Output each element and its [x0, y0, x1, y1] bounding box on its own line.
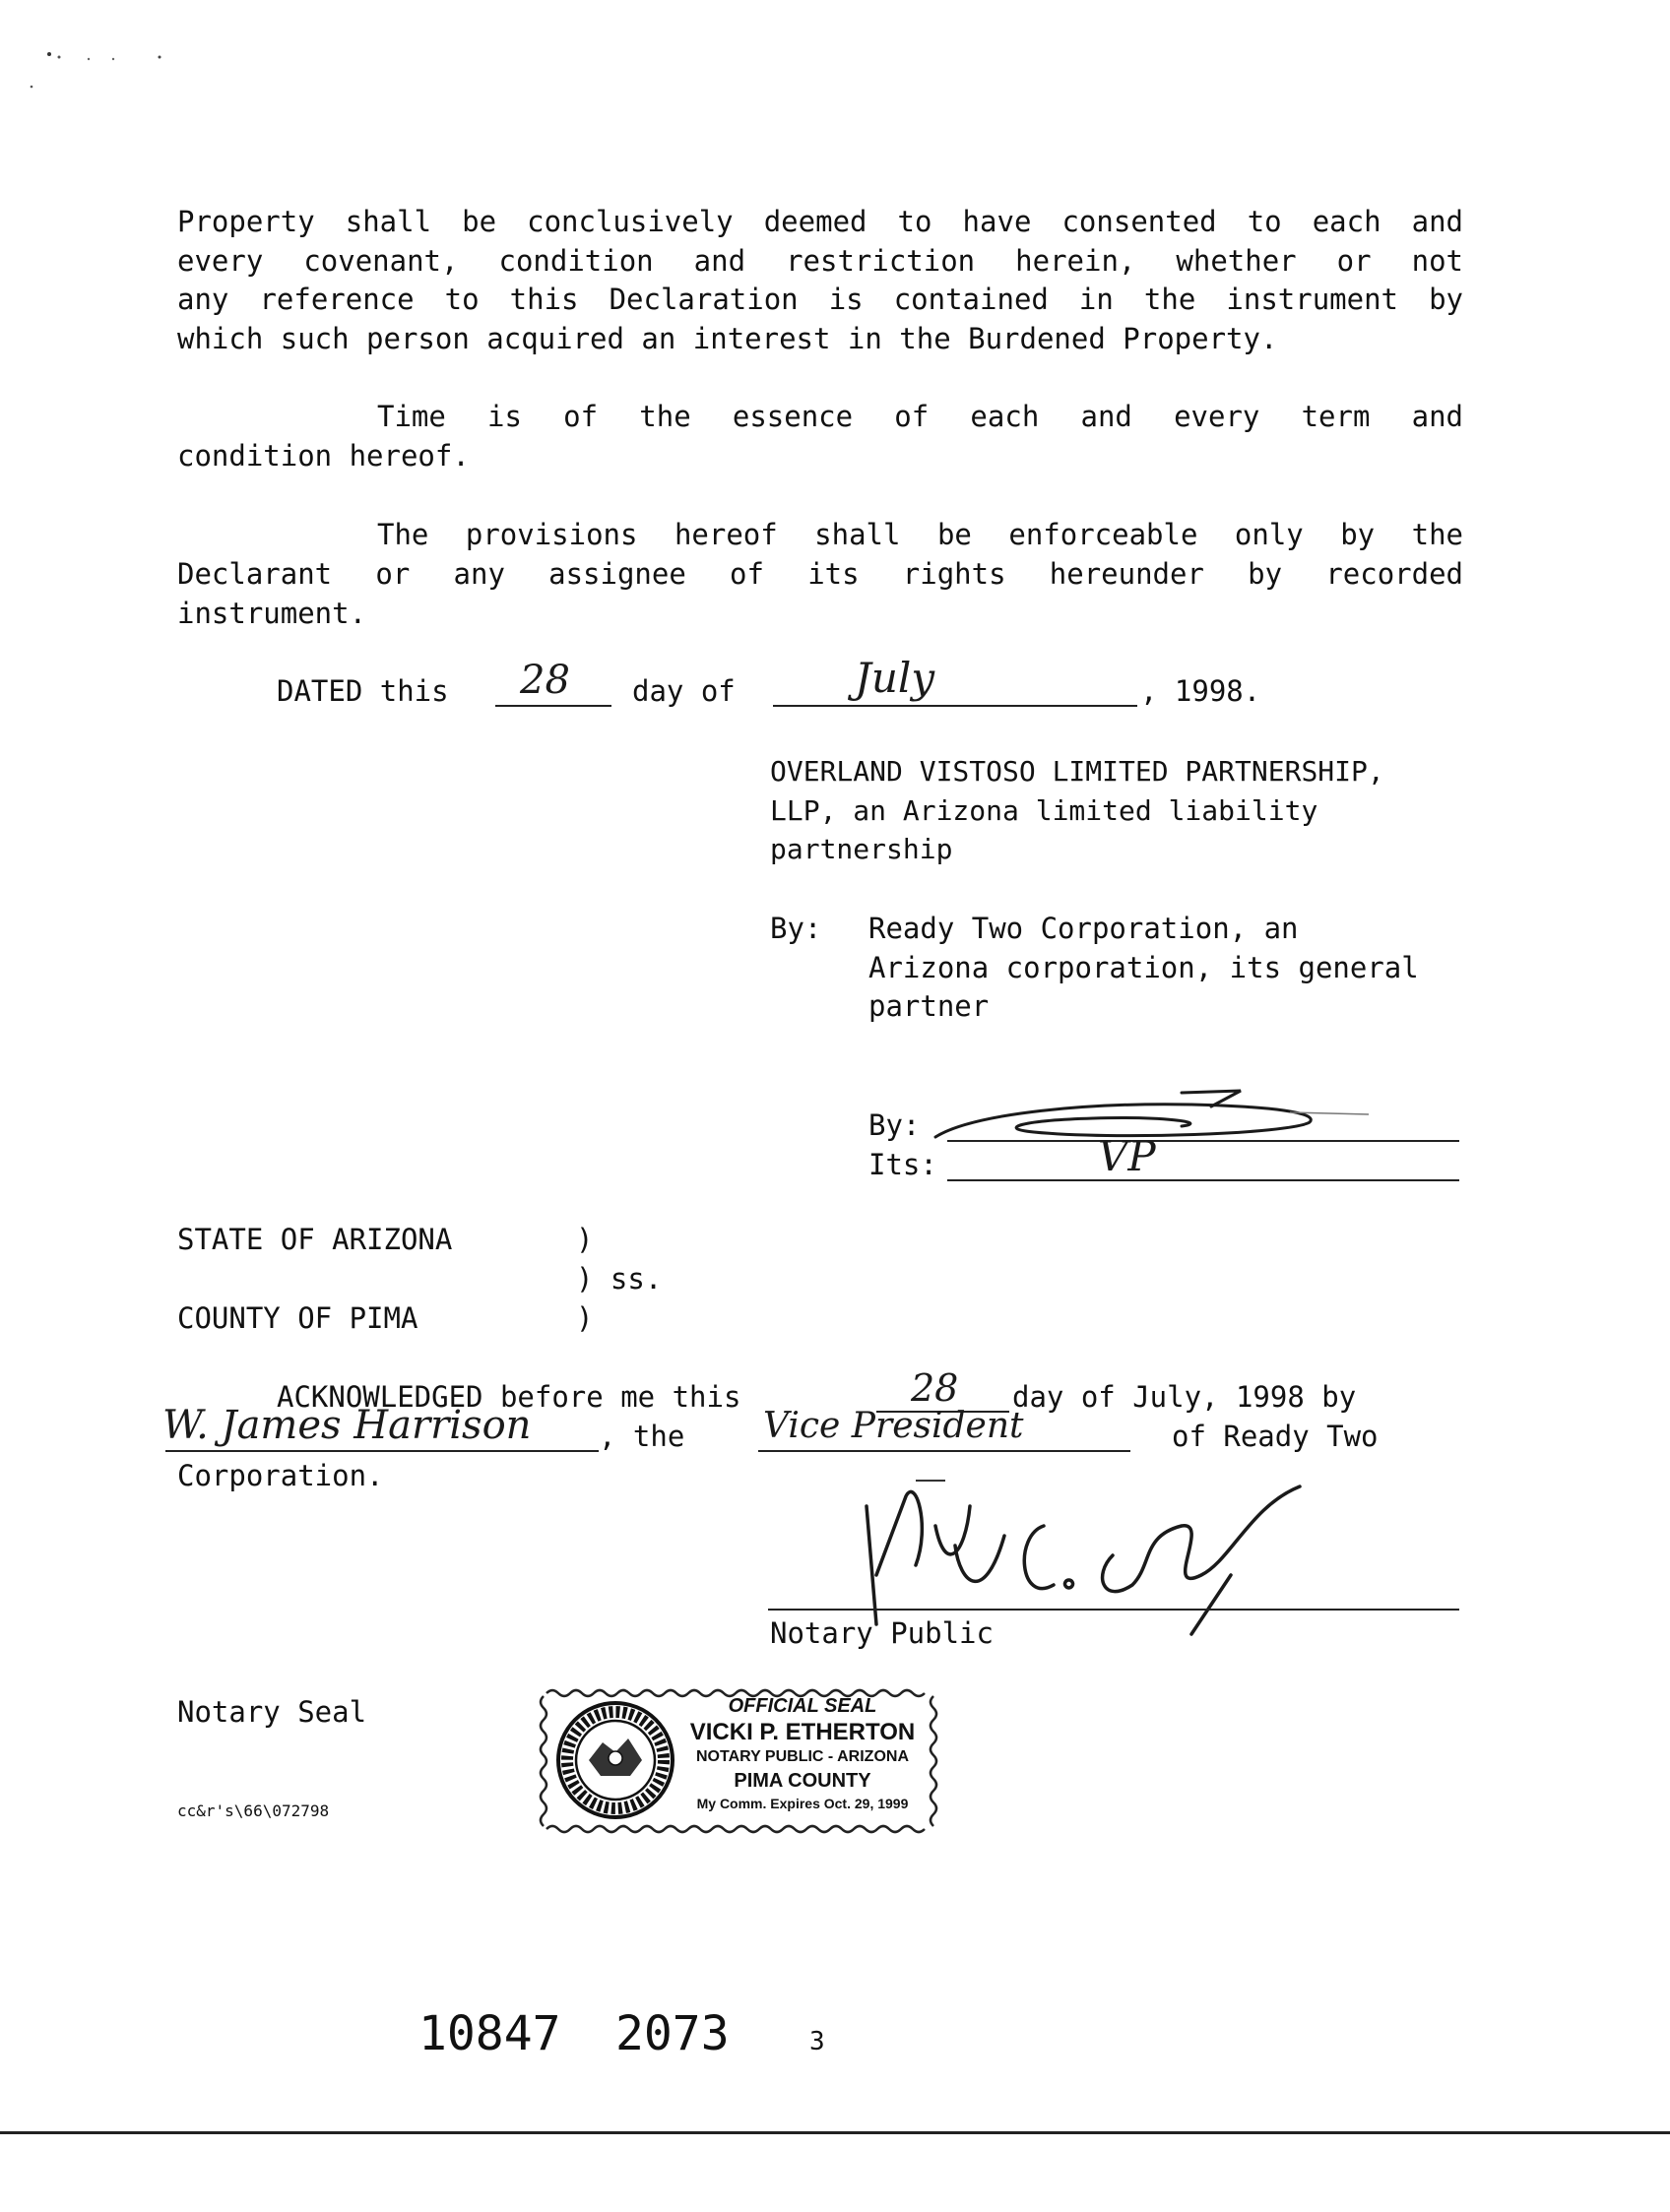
recording-book-number: 10847 — [418, 2006, 561, 2061]
ack-line3: Corporation. — [177, 1459, 384, 1492]
ack-title-blank — [758, 1450, 1130, 1452]
arizona-state-seal-emblem — [558, 1703, 673, 1817]
file-reference: cc&r's\66\072798 — [177, 1801, 330, 1820]
recording-page-number: 2073 — [615, 2006, 730, 2061]
text-line: which such person acquired an interest in the Burdened Property. — [177, 321, 1278, 355]
venue-paren: ) — [576, 1223, 594, 1256]
dated-middle: day of — [632, 674, 736, 708]
ack-name-blank — [165, 1450, 599, 1452]
page-number: 3 — [809, 2027, 825, 2056]
by-entity-line: Arizona corporation, its general — [868, 951, 1419, 984]
handwritten-month: July — [855, 654, 935, 702]
notary-signature-line — [768, 1609, 1459, 1611]
ack-line2-b: of Ready Two — [1172, 1420, 1379, 1453]
handwritten-name: W. James Harrison — [162, 1403, 532, 1448]
dated-prefix: DATED this — [277, 674, 449, 708]
ack-line1-a: ACKNOWLEDGED before me this — [277, 1380, 741, 1414]
seal-line-notary-public: NOTARY PUBLIC - ARIZONA — [696, 1748, 909, 1765]
ack-line1-b: day of July, 1998 by — [1012, 1380, 1357, 1414]
state-label: STATE OF ARIZONA — [177, 1223, 453, 1256]
day-blank — [495, 705, 611, 707]
month-blank — [773, 705, 1137, 707]
handwritten-title-its: VP — [1098, 1132, 1156, 1180]
text-line: Property shall be conclusively deemed to have consented to each and — [177, 205, 1463, 238]
text-line: every covenant, condition and restriction herein, whether or not — [177, 243, 1463, 278]
ack-the: , the — [599, 1420, 685, 1453]
text-line: condition hereof. — [177, 439, 470, 473]
seal-line-expiry: My Comm. Expires Oct. 29, 1999 — [696, 1796, 909, 1811]
notary-seal-label: Notary Seal — [177, 1695, 367, 1729]
handwritten-ack-day: 28 — [911, 1366, 959, 1410]
scan-speckles — [0, 0, 197, 98]
paragraph-covenants — [177, 203, 1463, 358]
by2-label: By: — [868, 1108, 921, 1142]
venue-paren: ) — [576, 1301, 594, 1335]
seal-line-county: PIMA COUNTY — [734, 1770, 871, 1792]
text-line: instrument. — [177, 597, 367, 630]
entity-line: OVERLAND VISTOSO LIMITED PARTNERSHIP, — [770, 755, 1384, 788]
text-line: any reference to this Declaration is contained in the instrument by — [177, 283, 1463, 316]
notary-public-label: Notary Public — [770, 1616, 994, 1650]
its-line — [947, 1179, 1459, 1181]
by-entity-line: partner — [868, 989, 990, 1023]
bottom-rule — [0, 2131, 1670, 2134]
entity-line: partnership — [770, 833, 953, 865]
venue-ss: ) ss. — [576, 1262, 663, 1296]
handwritten-ack-title: Vice President — [763, 1406, 1024, 1446]
handwritten-day: 28 — [520, 658, 570, 703]
text-line: Time is of the essence of each and every term and — [377, 400, 1463, 433]
by-label: By: — [770, 912, 822, 945]
text-line: The provisions hereof shall be enforceable only by the — [377, 518, 1463, 551]
seal-line-official: OFFICIAL SEAL — [728, 1695, 877, 1717]
entity-line: LLP, an Arizona limited liability — [770, 794, 1318, 827]
seal-line-name: VICKI P. ETHERTON — [689, 1719, 916, 1745]
by-entity-line: Ready Two Corporation, an — [868, 912, 1299, 945]
county-label: COUNTY OF PIMA — [177, 1301, 418, 1335]
text-line: Declarant or any assignee of its rights hereunder by recorded — [177, 557, 1463, 591]
its-label: Its: — [868, 1148, 937, 1181]
official-notary-seal-stamp — [532, 1681, 945, 1839]
dated-year: , 1998. — [1140, 674, 1261, 708]
